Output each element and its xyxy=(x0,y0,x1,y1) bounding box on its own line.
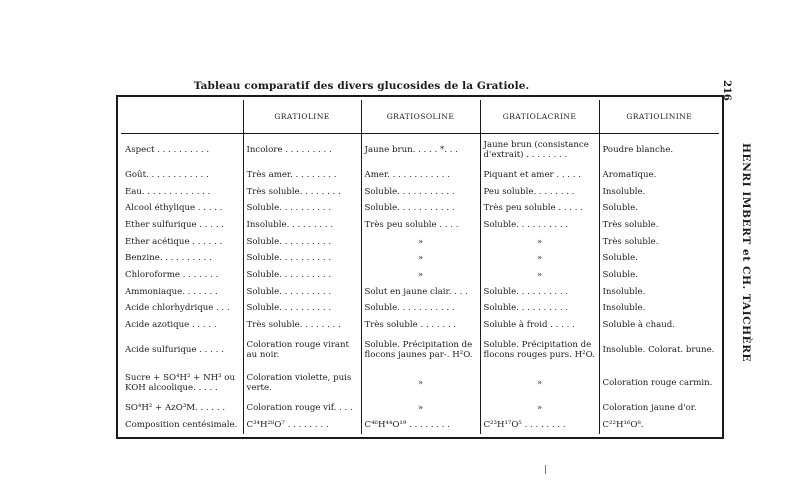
table-row xyxy=(121,301,719,318)
table-cell: Soluble. . . . . . . . . . . xyxy=(361,301,480,318)
row-label: Acide sulfurique . . . . . xyxy=(125,344,224,355)
row-label: Aspect . . . . . . . . . . xyxy=(125,145,210,156)
table-cell: Soluble. . . . . . . . . . xyxy=(243,268,361,285)
table-cell: Soluble. . . . . . . . . . xyxy=(243,251,361,268)
table-cell: Coloration rouge vif. . . . xyxy=(243,401,361,418)
table-cell: Soluble. . . . . . . . . . xyxy=(243,201,361,218)
table-cell: Coloration violette, puis verte. xyxy=(243,367,361,400)
table-cell: » xyxy=(480,268,599,285)
table-cell: » xyxy=(480,234,599,251)
table-cell: Insoluble. . . . . . . . . xyxy=(243,218,361,235)
table-cell: C²²H¹⁶O⁸. xyxy=(599,417,719,434)
table-cell: Insoluble. xyxy=(599,184,719,201)
table-cell: Soluble. . . . . . . . . . xyxy=(243,234,361,251)
table-cell: » xyxy=(480,367,599,400)
table-cell: Insoluble. xyxy=(599,284,719,301)
table-cell: Insoluble. xyxy=(599,301,719,318)
row-label: SO⁴H² + AzO³M. . . . . . xyxy=(125,403,226,414)
table-cell: Soluble. . . . . . . . . . xyxy=(480,301,599,318)
table-row xyxy=(121,251,719,268)
row-label: Acide azotique . . . . . xyxy=(125,319,217,330)
header-gratiosoline: GRATIOSOLINE xyxy=(361,100,480,134)
table-row xyxy=(121,201,719,218)
comparison-table xyxy=(121,100,719,434)
table-row xyxy=(121,234,719,251)
table-cell: » xyxy=(361,268,480,285)
table-row xyxy=(121,284,719,301)
table-cell: Très amer. . . . . . . . . xyxy=(243,168,361,185)
row-label: Composition centésimale. xyxy=(125,419,238,430)
table-cell: Soluble. . . . . . . . . . xyxy=(243,284,361,301)
table-cell: Poudre blanche. xyxy=(599,134,719,168)
table-cell: Très soluble. xyxy=(599,218,719,235)
table-row xyxy=(121,334,719,367)
table-cell: » xyxy=(361,401,480,418)
row-label: Eau. . . . . . . . . . . . . xyxy=(125,186,211,197)
table-cell: Amer. . . . . . . . . . . . xyxy=(361,168,480,185)
table-cell: Coloration rouge virant au noir. xyxy=(243,334,361,367)
table-cell: Aromatique. xyxy=(599,168,719,185)
row-label: Sucre + SO⁴H² + NH³ ou KOH alcoolique. . . . . xyxy=(125,373,235,393)
row-label: Ether acétique . . . . . . xyxy=(125,236,223,247)
running-head: HENRI IMBERT et CH. TAICHÈRE xyxy=(740,143,752,363)
table-cell: Incolore . . . . . . . . . xyxy=(243,134,361,168)
table-cell: Peu soluble. . . . . . . . xyxy=(480,184,599,201)
table-cell: Soluble. xyxy=(599,251,719,268)
table-cell: Soluble. Précipitation de flocons jaunes par-. H²O. xyxy=(361,334,480,367)
header-row xyxy=(121,100,719,134)
table-cell: Piquant et amer . . . . . xyxy=(480,168,599,185)
page-number: 216 xyxy=(721,80,732,101)
header-blank xyxy=(121,100,243,134)
table-cell: Soluble. . . . . . . . . . . xyxy=(361,201,480,218)
table-row xyxy=(121,134,719,168)
table-cell: » xyxy=(361,234,480,251)
table-cell: Jaune brun (consistance d'extrait) . . . . . . . . xyxy=(480,134,599,168)
row-label: Ether sulfurique . . . . . xyxy=(125,220,224,231)
page-mark xyxy=(545,465,546,474)
table-cell: Coloration rouge carmin. xyxy=(599,367,719,400)
table-cell: Insoluble. Colorat. brune. xyxy=(599,334,719,367)
table-cell: Solut en jaune clair. . . . xyxy=(361,284,480,301)
header-gratioline: GRATIOLINE xyxy=(243,100,361,134)
table-cell: Très peu soluble . . . . xyxy=(361,218,480,235)
table-cell: Soluble. xyxy=(599,268,719,285)
table-cell: Soluble. Précipitation de flocons rouges purs. H²O. xyxy=(480,334,599,367)
row-label: Ammoniaque. . . . . . . xyxy=(125,286,218,297)
row-label: Alcool éthylique . . . . . xyxy=(125,203,223,214)
table-row xyxy=(121,168,719,185)
header-gratiolinine: GRATIOLININE xyxy=(599,100,719,134)
table-cell: Soluble. . . . . . . . . . xyxy=(480,218,599,235)
table-cell: C³⁴H²⁸O⁷ . . . . . . . . xyxy=(243,417,361,434)
table-cell: Soluble. . . . . . . . . . . xyxy=(361,184,480,201)
table-cell: C⁴⁶H⁴⁴O¹⁹ . . . . . . . . xyxy=(361,417,480,434)
table-cell: Coloration jaune d'or. xyxy=(599,401,719,418)
table-row xyxy=(121,218,719,235)
table-row xyxy=(121,317,719,334)
table-cell: » xyxy=(361,367,480,400)
table-cell: Soluble. xyxy=(599,201,719,218)
table-cell: » xyxy=(480,401,599,418)
table-cell: Soluble. . . . . . . . . . xyxy=(480,284,599,301)
table-row xyxy=(121,268,719,285)
table-row xyxy=(121,401,719,418)
row-label: Benzine. . . . . . . . . . xyxy=(125,253,212,264)
row-label: Chloroforme . . . . . . . xyxy=(125,270,219,281)
table-cell: Soluble. . . . . . . . . . xyxy=(243,301,361,318)
table-cell: Très peu soluble . . . . . xyxy=(480,201,599,218)
table-cell: Soluble à froid . . . . . xyxy=(480,317,599,334)
table-row xyxy=(121,184,719,201)
table-cell: Très soluble. . . . . . . . xyxy=(243,184,361,201)
table-cell: Très soluble. xyxy=(599,234,719,251)
row-label: Acide chlorhydrique . . . xyxy=(125,303,230,314)
table-cell: Très soluble. . . . . . . . xyxy=(243,317,361,334)
row-label: Goût. . . . . . . . . . . . xyxy=(125,170,209,181)
table-cell: Soluble à chaud. xyxy=(599,317,719,334)
table-title: Tableau comparatif des divers glucosides de la Gratiole. xyxy=(193,80,530,92)
table-row xyxy=(121,367,719,400)
table-cell: » xyxy=(480,251,599,268)
table-cell: Très soluble . . . . . . . xyxy=(361,317,480,334)
table-row xyxy=(121,417,719,434)
table-cell: Jaune brun. . . . . *. . . xyxy=(361,134,480,168)
table-cell: » xyxy=(361,251,480,268)
table-cell: C²³H¹⁷O⁵ . . . . . . . . xyxy=(480,417,599,434)
header-gratiolacrine: GRATIOLACRINE xyxy=(480,100,599,134)
